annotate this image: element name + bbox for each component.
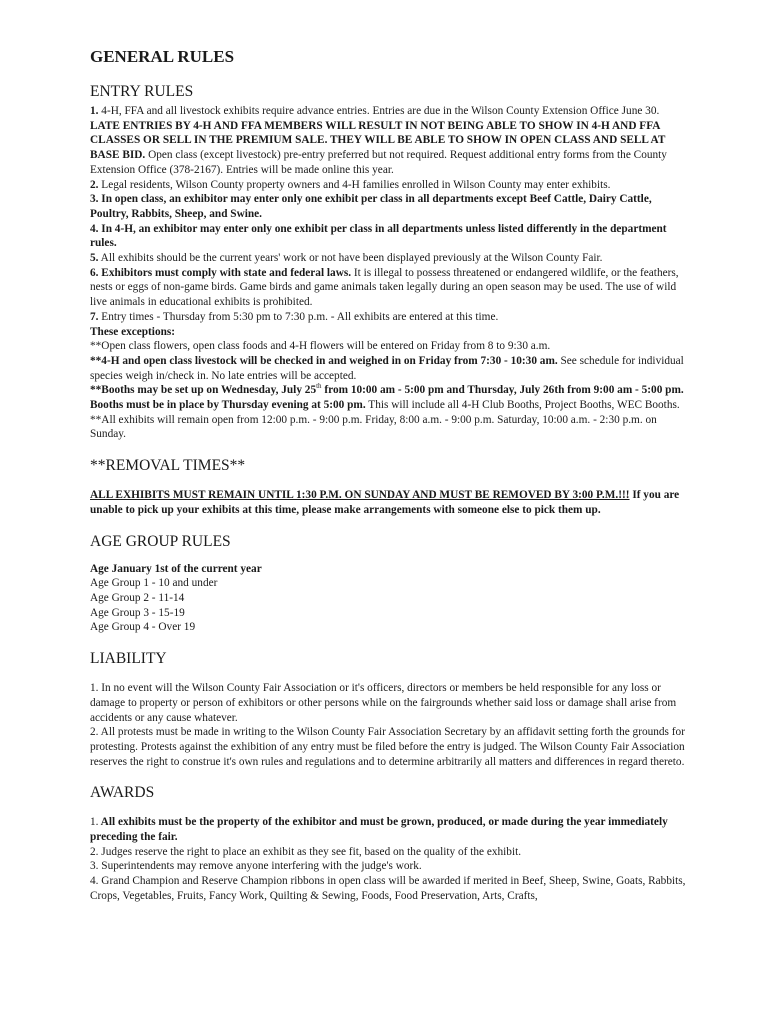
removal-notice-underlined: ALL EXHIBITS MUST REMAIN UNTIL 1:30 P.M. ON SUNDAY AND MUST BE REMOVED BY 3:00 P.M.!!! [90, 489, 630, 502]
entry-rule-5-number: 5. [90, 252, 99, 265]
exception-3-bold-b: from 10:00 am - 5:00 pm and Thursday, July 26th from 9:00 am - 5:00 pm. Booths must be in place by Thursday evening at 5:00 pm. [90, 384, 684, 412]
entry-rule-6 [90, 266, 690, 310]
exceptions-label-text: These exceptions: [90, 325, 176, 338]
exceptions-label [90, 325, 690, 340]
awards-heading: AWARDS [90, 784, 155, 802]
award-1-number: 1. [90, 816, 99, 829]
entry-rule-2 [90, 178, 690, 193]
entry-rules-heading: ENTRY RULES [90, 83, 194, 100]
exception-3-superscript: th [316, 382, 322, 391]
entry-rule-1-rest: Open class (except livestock) pre-entry preferred but not required. Request additional entry forms from the County Extension Office (378-2167). Entries will be made online this year. [90, 149, 667, 176]
exception-4: **All exhibits will remain open from 12:00 p.m. - 9:00 p.m. Friday, 8:00 a.m. - 9:00 p.m. Saturday, 10:00 a.m. - 2:30 p.m. on Sunday. [90, 413, 657, 441]
liability-heading: LIABILITY [90, 650, 167, 668]
entry-rule-1-text: 4-H, FFA and all livestock exhibits require advance entries. Entries are due in the Wilson County Extension Office June 30. [98, 105, 660, 117]
removal-notice [90, 488, 690, 517]
exception-1: **Open class flowers, open class foods and 4-H flowers will be entered on Friday from 8 to 9:30 a.m. [90, 340, 551, 353]
liability-2: 2. All protests must be made in writing to the Wilson County Fair Association Secretary by an affidavit setting forth the grounds for protesting. Protests against the exhibition of any entry must be filed before the entry is judged. The Wilson County Fair Association reserves the right to construe it's own rules and regulations and to determine arbitrarily all matters and differences in regard thereto. [90, 726, 685, 768]
entry-rule-3 [90, 192, 690, 221]
entry-rule-7 [90, 310, 690, 325]
liability-1: 1. In no event will the Wilson County Fair Association or it's officers, directors or members be held responsible for any loss or damage to property or person of exhibitors or other persons while on the fairgrounds whether said loss or damage shall arise from accidents or any cause whatever. [90, 682, 677, 724]
entry-rule-6-bold: 6. Exhibitors must comply with state and federal laws. [90, 266, 352, 279]
age-group-4: Age Group 4 - Over 19 [90, 621, 196, 634]
entry-rule-5-text: All exhibits should be the current years' work or not have been displayed previously at the Wilson County Fair. [98, 252, 603, 265]
entry-rule-6-text: It is illegal to possess threatened or endangered wildlife, or the feathers, nests or eggs of non-game birds. Game birds and game animals taken legally during an open season may be used. The use of wild live animals in educational exhibits is prohibited. [90, 266, 679, 309]
award-2: 2. Judges reserve the right to place an exhibit as they see fit, based on the quality of the exhibit. [90, 845, 522, 858]
award-3: 3. Superintendents may remove anyone interfering with the judge's work. [90, 860, 422, 873]
entry-rule-4 [90, 222, 690, 251]
entry-rule-1-bold: LATE ENTRIES BY 4-H AND FFA MEMBERS WILL RESULT IN NOT BEING ABLE TO SHOW IN 4-H AND FFA CLASSES OR SELL IN THE PREMIUM SALE. THEY WILL BE ABLE TO SHOW IN OPEN CLASS AND SELL AT BASE BID. [90, 119, 666, 162]
entry-rule-7-text: Entry times - Thursday from 5:30 pm to 7:30 p.m. - All exhibits are entered at this time. [98, 310, 499, 323]
exception-2-bold: **4-H and open class livestock will be checked in and weighed in on Friday from 7:30 - 10:30 am. [90, 354, 558, 367]
age-group-heading: AGE GROUP RULES [90, 532, 231, 550]
exception-2 [90, 354, 690, 383]
entry-rule-3-text: 3. In open class, an exhibitor may enter only one exhibit per class in all departments except Beef Cattle, Dairy Cattle, Poultry, Rabbits, Sheep, and Swine. [90, 193, 652, 220]
removal-times-heading: **REMOVAL TIMES** [90, 457, 246, 475]
age-group-3: Age Group 3 - 15-19 [90, 606, 185, 619]
award-1-text: All exhibits must be the property of the exhibitor and must be grown, produced, or made during the year immediately preceding the fair. [90, 816, 668, 844]
exception-3-text: This will include all 4-H Club Booths, Project Booths, WEC Booths. [365, 399, 680, 412]
entry-rule-5 [90, 251, 690, 266]
award-4: 4. Grand Champion and Reserve Champion ribbons in open class will be awarded if merited in Beef, Sheep, Swine, Goats, Rabbits, Crops, Vegetables, Fruits, Fancy Work, Quilting & Sewing, Foods, Food Preservation, Arts, Crafts, [90, 875, 686, 902]
age-group-subheading: Age January 1st of the current year [90, 562, 262, 575]
exception-3-bold-a: **Booths may be set up on Wednesday, July 25 [90, 384, 317, 397]
age-group-2: Age Group 2 - 11-14 [90, 591, 185, 604]
entry-rule-4-text: 4. In 4-H, an exhibitor may enter only one exhibit per class in all departments unless listed differently in the department rules. [90, 222, 667, 250]
document-page [90, 46, 690, 904]
removal-notice-rest: If you are unable to pick up your exhibits at this time, please make arrangements with someone else to pick them up. [90, 489, 680, 516]
exception-2-text: See schedule for individual species weigh in/check in. No late entries will be accepted. [90, 354, 684, 382]
entry-rule-1-number: 1. [90, 105, 99, 117]
removal-notice-bold [90, 489, 679, 516]
entry-rule-2-text: Legal residents, Wilson County property owners and 4-H families enrolled in Wilson County may enter exhibits. [98, 178, 611, 191]
entry-rule-1 [90, 104, 690, 178]
entry-rule-2-number: 2. [90, 178, 99, 191]
age-group-1: Age Group 1 - 10 and under [90, 577, 218, 590]
page-title: GENERAL RULES [90, 47, 235, 66]
exception-3 [90, 383, 690, 412]
award-1 [90, 815, 690, 844]
entry-rule-7-number: 7. [90, 310, 99, 323]
